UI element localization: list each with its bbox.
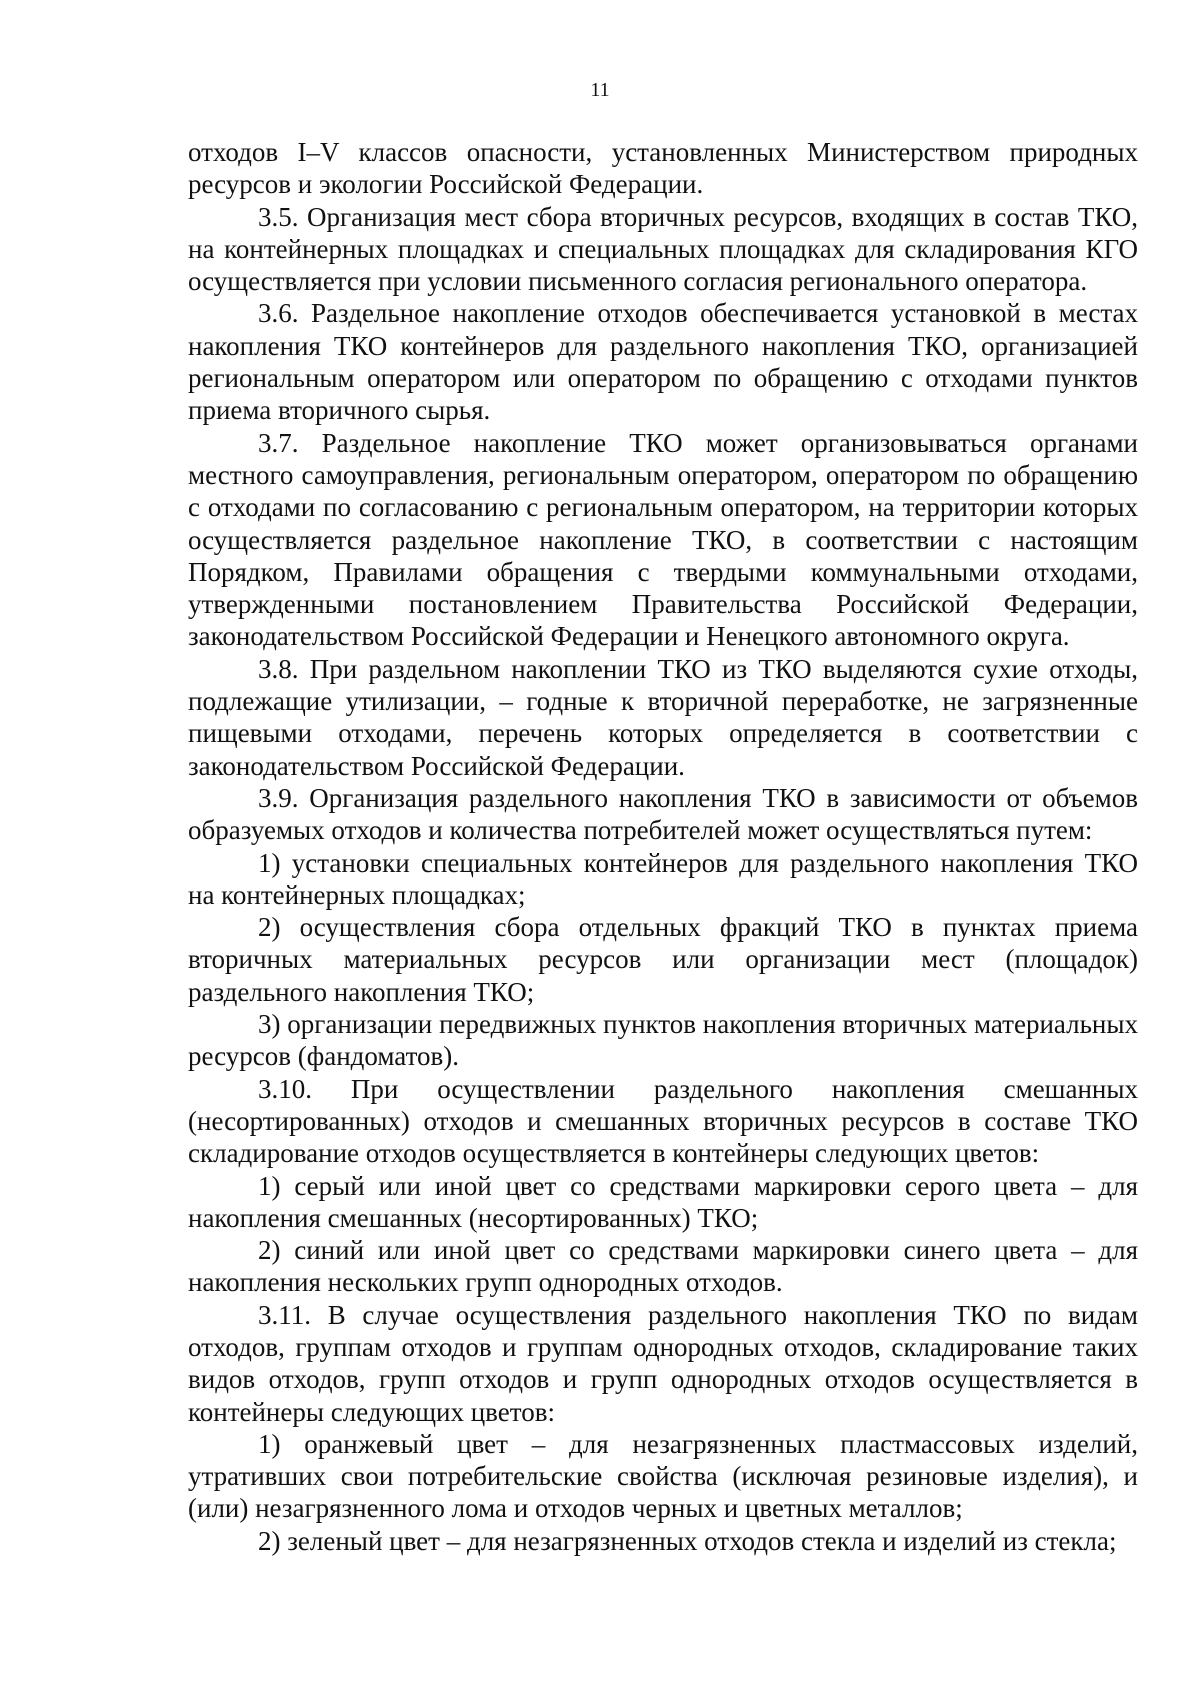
paragraph-3-11: 3.11. В случае осуществления раздельного накопления ТКО по видам отходов, группам отходов и группам однородных отходов, складирование таких видов отходов, групп отходов и групп однородных отходов осуществляется в контейнеры следующих цветов: — [188, 1299, 1138, 1427]
list-item-3-9-2: 2) осуществления сбора отдельных фракций ТКО в пунктах приема вторичных материальных ресурсов или организации мест (площадок) раздельного накопления ТКО; — [188, 912, 1138, 1007]
paragraph-3-7: 3.7. Раздельное накопление ТКО может организовываться органами местного самоуправления, региональным оператором, оператором по обращению с отходами по согласованию с региональным оператором, на территории которых осуществляется раздельное накопление ТКО, в соответствии с настоящим Порядком, Правилами обращения с твердыми коммунальными отходами, утвержденными постановлением Правительства Российской Федерации, законодательством Российской Федерации и Ненецкого автономного округа. — [188, 427, 1138, 652]
list-item-3-11-1: 1) оранжевый цвет – для незагрязненных пластмассовых изделий, утративших свои потребительские свойства (исключая резиновые изделия), и (или) незагрязненного лома и отходов черных и цветных металлов; — [188, 1428, 1138, 1524]
list-item-3-9-3: 3) организации передвижных пунктов накопления вторичных материальных ресурсов (фандоматов). — [188, 1009, 1138, 1072]
paragraph-3-8: 3.8. При раздельном накоплении ТКО из ТКО выделяются сухие отходы, подлежащие утилизации, – годные к вторичной переработке, не загрязненные пищевыми отходами, перечень которых определяется в соответствии с законодательством Российской Федерации. — [188, 653, 1138, 781]
list-item-3-9-1: 1) установки специальных контейнеров для раздельного накопления ТКО на контейнерных площадках; — [188, 847, 1138, 910]
list-item-3-11-2: 2) зеленый цвет – для незагрязненных отходов стекла и изделий из стекла; — [258, 1525, 1117, 1556]
document-body — [188, 136, 1138, 1557]
page-number: 11 — [590, 79, 610, 101]
paragraph-3-10: 3.10. При осуществлении раздельного накопления смешанных (несортированных) отходов и смешанных вторичных ресурсов в составе ТКО складирование отходов осуществляется в контейнеры следующих цветов: — [188, 1073, 1138, 1169]
list-item-3-10-1: 1) серый или иной цвет со средствами маркировки серого цвета – для накопления смешанных (несортированных) ТКО; — [188, 1170, 1138, 1233]
paragraph-3-9: 3.9. Организация раздельного накопления ТКО в зависимости от объемов образуемых отходов и количества потребителей может осуществляться путем: — [188, 782, 1138, 846]
list-item-3-10-2: 2) синий или иной цвет со средствами маркировки синего цвета – для накопления нескольких групп однородных отходов. — [188, 1235, 1138, 1298]
paragraph-3-6: 3.6. Раздельное накопление отходов обеспечивается установкой в местах накопления ТКО контейнеров для раздельного накопления ТКО, организацией региональным оператором или оператором по обращению с отходами пунктов приема вторичного сырья. — [188, 298, 1138, 426]
paragraph-3-5: 3.5. Организация мест сбора вторичных ресурсов, входящих в состав ТКО, на контейнерных площадках и специальных площадках для складирования КГО осуществляется при условии письменного согласия регионального оператора. — [188, 201, 1138, 297]
paragraph-hazard-classes: отходов I–V классов опасности, установленных Министерством природных ресурсов и экологии Российской Федерации. — [188, 137, 1138, 200]
